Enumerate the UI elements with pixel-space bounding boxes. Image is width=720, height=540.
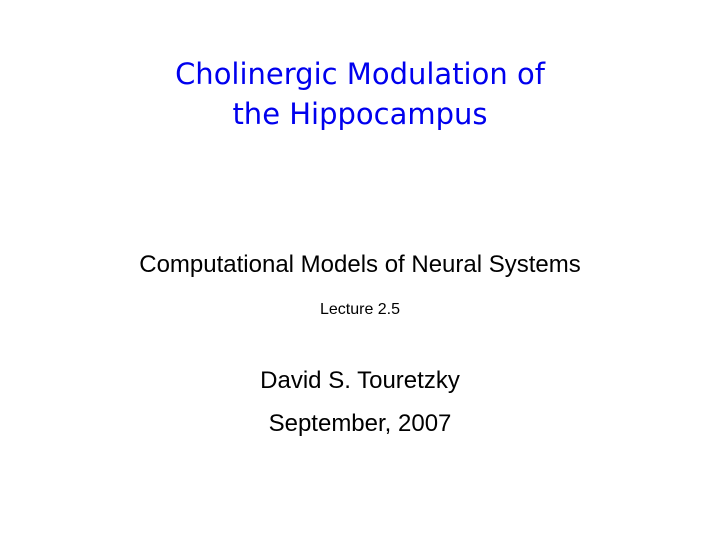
slide-title-line-1: Cholinergic Modulation of — [175, 57, 545, 91]
lecture-number: Lecture 2.5 — [319, 301, 401, 318]
course-name: Computational Models of Neural Systems — [139, 251, 581, 278]
author-name: David S. Touretzky — [260, 367, 460, 394]
slide-title — [0, 54, 720, 134]
presentation-date: September, 2007 — [268, 410, 452, 437]
slide-title-line-2: the Hippocampus — [232, 97, 488, 131]
